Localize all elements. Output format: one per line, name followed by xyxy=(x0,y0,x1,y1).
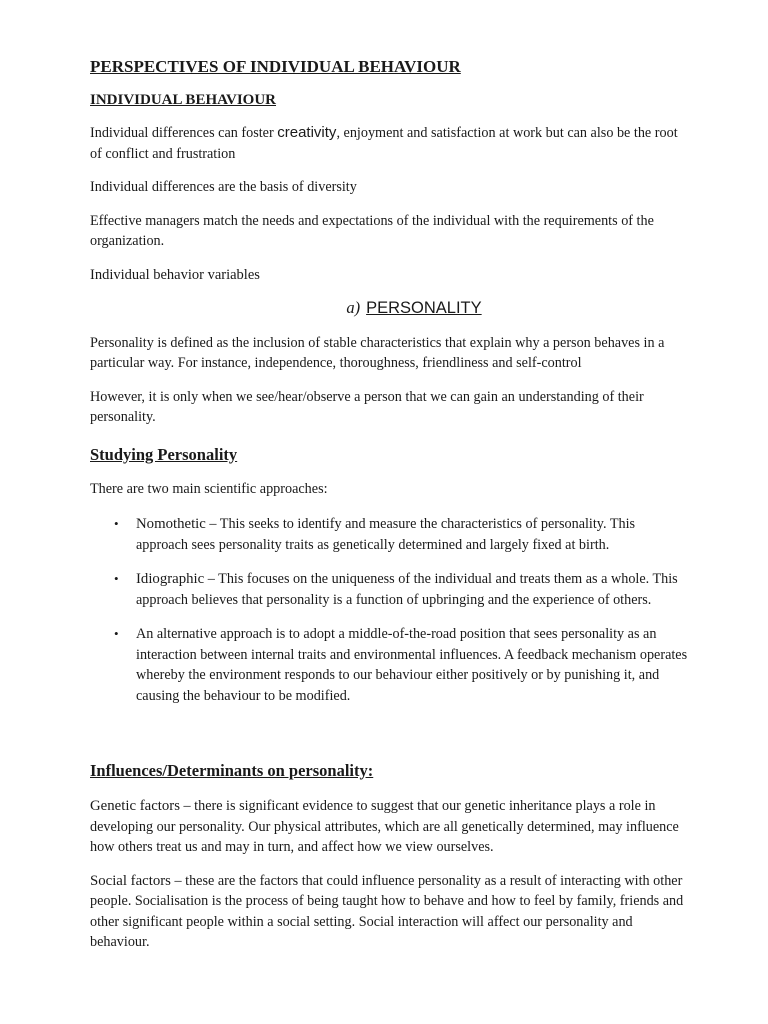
section-title-individual-behaviour: INDIVIDUAL BEHAVIOUR xyxy=(90,92,277,108)
approaches-intro: There are two main scientific approaches: xyxy=(90,480,328,497)
variables-heading: Individual behavior variables xyxy=(90,266,260,283)
personality-paragraph-1: Personality is defined as the inclusion of stable characteristics that explain why a person behaves in a particular way. For instance, independence, thoroughness, friendliness and self-control xyxy=(90,334,665,371)
list-item-text: – This seeks to identify and measure the characteristics of personality. This approach sees personality traits as genetically determined and largely fixed at birth. xyxy=(136,516,636,553)
genetic-factors-term: Genetic factors xyxy=(90,798,180,814)
intro-p1-end: , enjoyment and satisfaction at work but can also be the root of conflict and frustration xyxy=(90,125,678,162)
intro-paragraph-3: Effective managers match the needs and expectations of the individual with the requirements of the organization. xyxy=(90,212,654,249)
influences-heading: Influences/Determinants on personality: xyxy=(90,761,374,780)
social-factors-text: – these are the factors that could influence personality as a result of interacting with other people. Socialisation is the process of being taught how to behave and how to feel by family, friends and other significant people within a social setting. Social interaction will affect our personality and behaviour. xyxy=(90,872,684,950)
document-page xyxy=(90,56,690,966)
list-item-term: Nomothetic xyxy=(136,516,206,532)
approaches-list xyxy=(90,514,690,706)
intro-paragraph-2: Individual differences are the basis of diversity xyxy=(90,179,357,195)
list-item xyxy=(90,624,690,706)
genetic-factors-paragraph xyxy=(90,796,690,858)
social-factors-paragraph xyxy=(90,871,690,953)
bullet-icon: • xyxy=(114,626,119,641)
personality-heading xyxy=(90,297,690,319)
list-item xyxy=(90,569,690,610)
intro-paragraph-1 xyxy=(90,123,690,164)
genetic-factors-text: – there is significant evidence to suggest that our genetic inheritance plays a role in developing our personality. Our physical attributes, which are all genetically determined, may influence how others treat us and may in turn, and affect how we view ourselves. xyxy=(90,798,679,855)
list-item-term: Idiographic xyxy=(136,571,205,587)
personality-heading-letter: a) xyxy=(346,297,361,317)
list-item-text: An alternative approach is to adopt a middle-of-the-road position that sees personality as an interaction between internal traits and environmental influences. A feedback mechanism operates whereby the environment responds to our behaviour either positively or by punishing it, and causing the behaviour to be modified. xyxy=(136,626,688,704)
intro-p1-start: Individual differences can foster xyxy=(90,125,278,141)
social-factors-term: Social factors xyxy=(90,872,171,889)
bullet-icon: • xyxy=(114,516,119,531)
intro-p1-highlight-word: creativity xyxy=(277,124,337,141)
list-item-text: – This focuses on the uniqueness of the individual and treats them as a whole. This approach believes that personality is a function of upbringing and the experience of others. xyxy=(136,571,678,608)
bullet-icon: • xyxy=(114,571,119,586)
document-title: PERSPECTIVES OF INDIVIDUAL BEHAVIOUR xyxy=(90,57,461,76)
list-item xyxy=(90,514,690,555)
personality-paragraph-2: However, it is only when we see/hear/observe a person that we can gain an understanding of their personality. xyxy=(90,388,644,425)
studying-personality-heading: Studying Personality xyxy=(90,444,238,464)
personality-heading-text: PERSONALITY xyxy=(366,298,482,317)
spacer xyxy=(90,720,690,760)
